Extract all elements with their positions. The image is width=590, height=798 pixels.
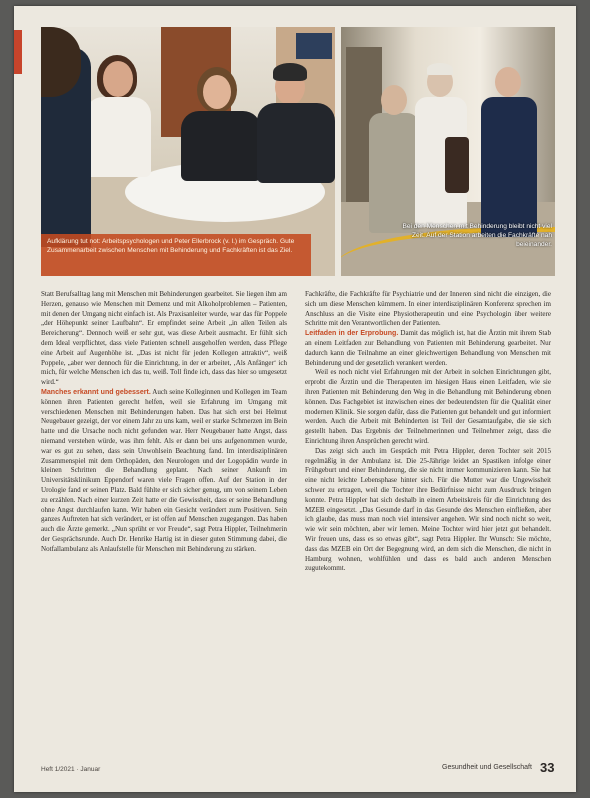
issue-info: Heft 1/2021 · Januar xyxy=(41,766,101,773)
text-column-right xyxy=(305,290,551,574)
paragraph xyxy=(41,388,287,555)
section-lead: Leitfaden in der Erprobung. xyxy=(305,330,399,338)
text-column-left xyxy=(41,290,287,555)
magazine-name: Gesundheit und Gesellschaft xyxy=(442,764,532,771)
photo-caption-right: Bei den Menschen mit Behinderung bleibt nicht viel Zeit. Auf der Station arbeiten die Fachkräfte nah beieinander. xyxy=(402,223,552,248)
paragraph: Fachkräfte, die Fachkräfte für Psychiatrie und der Inneren sind nicht die einzigen, die sich um diese Menschen kümmern. In einer interdisziplinären Konferenz sprechen im Anschluss an die Visite eine Physiotherapeutin und eine Psychologin über weitere Schritte mit den Verantwortlichen der Patienten. xyxy=(305,290,551,328)
paragraph-text: Damit das möglich ist, hat die Ärztin mit ihrem Stab an einem Leitfaden zur Behandlung von Patienten mit Behinderung gearbeitet. Nur dadurch kann die Teilnahme an einer gleichwertigen Behandlung von Menschen mit Behinderung und der gesetzlich verankert werden. xyxy=(305,329,551,367)
photo-caption-left: Aufklärung tut not: Arbeitspsychologen und Peter Ellerbrock (v. l.) im Gespräch. Gute Zusammenarbeit zwischen Menschen mit Behinderung und Fachkräften ist das Ziel. xyxy=(41,234,311,276)
paragraph: Das zeigt sich auch im Gespräch mit Petra Hippler, deren Tochter seit 2015 regelmäßig in der Ambulanz ist. Die 25-Jährige leidet an Spastiken infolge einer Frühgeburt und einer Behinderung, die sie nicht immer kommunizieren kann. Sie hat eine nicht leichte Lebensphase hinter sich. Für die Mutter war die Ungewissheit schwer zu ertragen, weil die Tochter ihre Bedürfnisse nicht zum Ausdruck bringen konnte. Petra Hippler hat sich deshalb in einem Arbeitskreis für die Einrichtung des MZEB eingesetzt. „Das Gesunde darf in das Gesunde des Menschen einfließen, aber ich glaube, das muss man noch viel intensiver angehen. Wir sind noch nicht so weit, wie wir sein möchten, aber wir lernen. Meine Tochter wird hier jetzt gut behandelt. Wir freuen uns, dass es so etwas gibt“, sagt Petra Hippler. Ihr Wunsch: Sie möchte, dass das MZEB ein Ort der Begegnung wird, an dem sich die Menschen, die nicht in Hamburg wohnen, wohlfühlen und dass es bald auch anderen Menschen zugutekommt. xyxy=(305,446,551,573)
section-lead: Manches erkannt und gebessert. xyxy=(41,388,151,396)
paragraph xyxy=(305,329,551,368)
paragraph: Weil es noch nicht viel Erfahrungen mit der Arbeit in solchen Einrichtungen gibt, erprobt die Ärztin und die Therapeuten im hiesigen Haus einen Leitfaden, wie sie ihren Patienten mit Behinderung den Weg in die Behandlung mit Behinderung ebnen können. Das Fachgebiet ist inzwischen eines der bedeutendsten für die Qualität einer modernen Klinik. Sie sorgen dafür, dass die Patienten gut behandelt und gut informiert werden. Auch die Arbeit mit Behinderten ist Teil der Gesamtaufgabe, die sie sich gestellt haben. Das Ergebnis der Teilnehmerinnen und Teilnehmer zeigt, dass die Einrichtung ihren Ansprüchen gerecht wird. xyxy=(305,368,551,445)
magazine-page xyxy=(14,6,576,792)
paragraph: Statt Berufsalltag lang mit Menschen mit Behinderungen gearbeitet. Sie liegen ihm am Herzen, genauso wie Menschen mit Demenz und mit Alkoholproblemen – Patienten, mit denen der Umgang nicht einfach ist. Als Praxisanleiter wurde, war das für Poppele „der Höhepunkt seiner Laufbahn“. Er empfindet seine Arbeit „in allen Teilen als Bereicherung“. Dennoch weiß er sehr gut, was diese Arbeit ausmacht. Er fühlt sich dem Ideal verpflichtet, dass viele Patienten schnell ausgeholfen werden, dass Pflege eine Arbeit auf Augenhöhe ist. „Das ist nicht für jeden Kollegen attraktiv“, weiß Poppele, „aber wer dennoch für die Einrichtung, in der er arbeitet, ‚Als Anfänger‘ ich mich, für welche Menschen ich das tu, weiß. Toll finde ich, dass das hier so umgesetzt wird.“ xyxy=(41,290,287,387)
page-number: 33 xyxy=(540,760,555,775)
accent-bar xyxy=(14,30,22,74)
paragraph-text: Auch seine Kolleginnen und Kollegen im Team können ihren Patienten gerecht helfen, weil sie Erfahrung im Umgang mit verschiedenen Menschen mit Behinderungen haben. Das hat sich erst bei Helmut Neugebauer gezeigt, der vor einem Jahr zu uns kam, weil er starke Schmerzen im Bein hatte und die Ursache noch nicht gefunden war. Herr Neugebauer hatte Angst, dass niemand verstehen würde, was ihm fehlt. Als er dann bei uns aufgenommen wurde, war es gut zu sehen, dass sein Unwohlsein Beachtung fand. Im interdisziplinären Zusammenspiel mit dem Orthopäden, den Neurologen und der Logopädin wurde in kleinen Schritten die Behandlung geplant. Nach seiner Ankunft im Universitätsklinikum Eppendorf waren viele Fragen offen. Auf der Station in der Urologie fand er seinen Platz. Bald fühlte er sich sicher genug, um von seinem Leben zu erzählen. Nach einer kurzen Zeit hatte er die Gewissheit, dass er seine Behandlung ohne Angst durchlaufen kann. Wir haben ein Gesicht verändert zum Positiven. Sein ganzes Auftreten hat sich verändert, er ist offen auf Menschen zugegangen. Das haben auch die Ärzte gemerkt. „Nun sprüht er vor Freude“, sagt Petra Hippler, Teilnehmerin der Gesprächsrunde. Auch Dr. Henrike Hartig ist in dieser guten Stimmung dabei, die Notfallambulanz als Anlaufstelle für Menschen mit Behinderung zu stärken. xyxy=(41,387,288,553)
